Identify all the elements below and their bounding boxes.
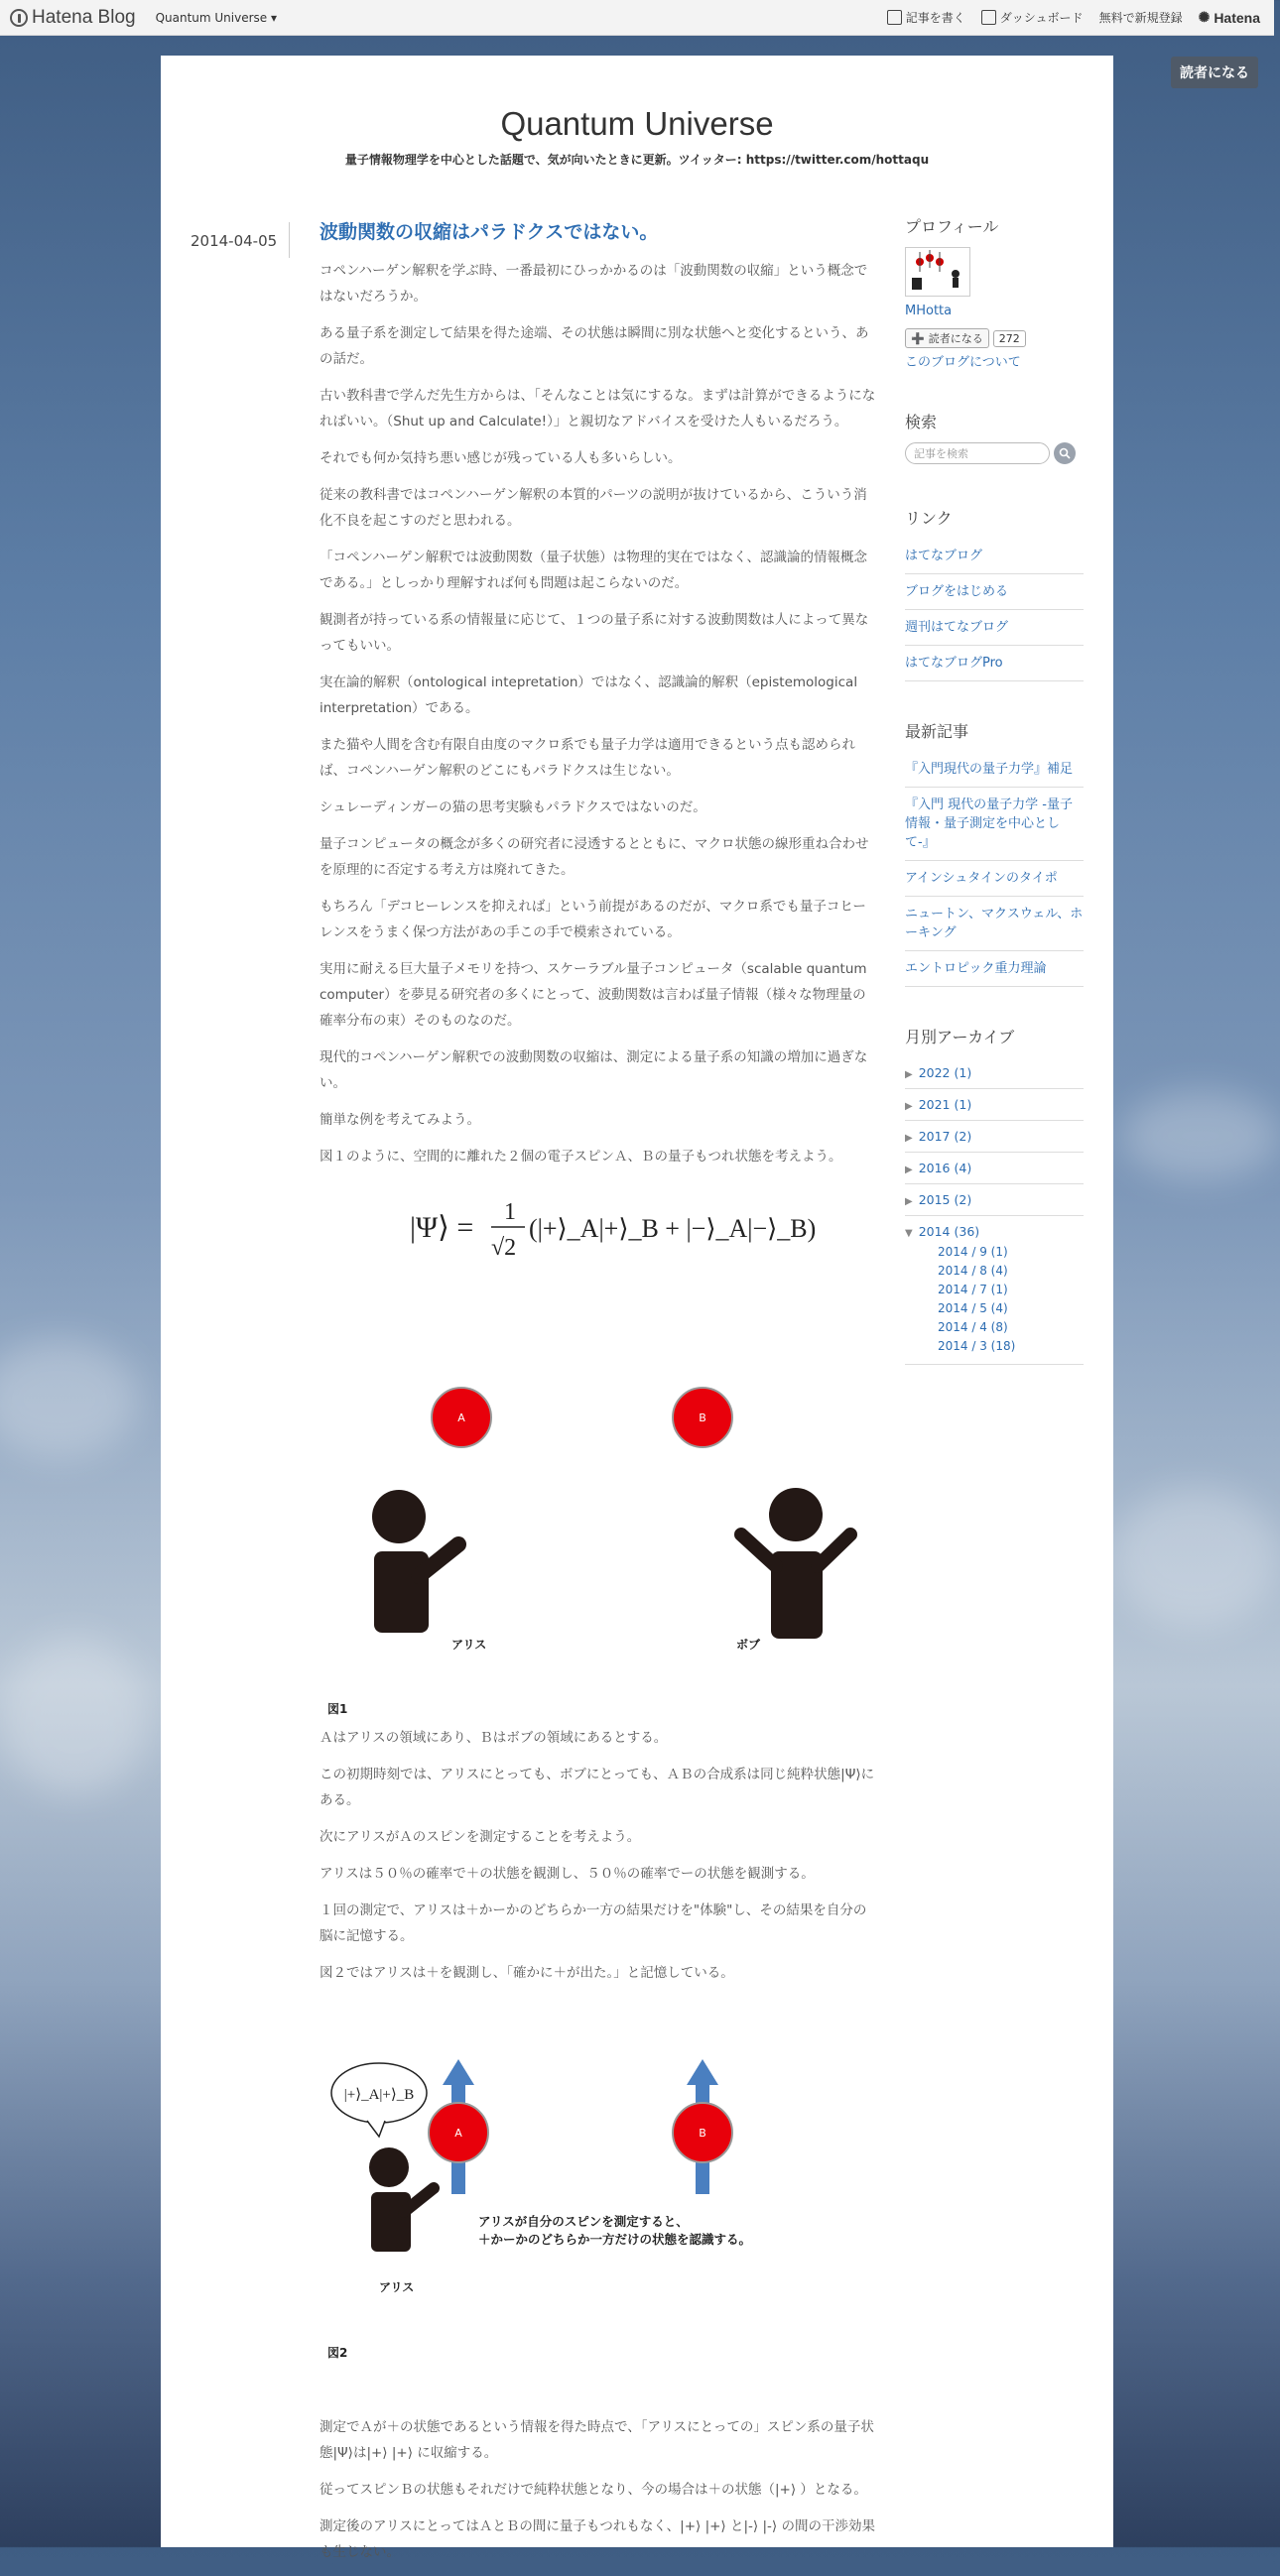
formula-lhs: |Ψ⟩ =: [410, 1211, 474, 1244]
archive-year-item[interactable]: [905, 1089, 1084, 1121]
archive-year-label[interactable]: 2022 (1): [918, 1065, 972, 1080]
archive-year-label[interactable]: 2014 (36): [918, 1224, 980, 1239]
entry-paragraph: 従ってスピンＢの状態もそれだけで純粋状態となり、今の場合は＋の状態（|+⟩ ）となる。: [320, 2482, 867, 2498]
profile-avatar[interactable]: [905, 247, 970, 297]
profile-module: [905, 214, 1084, 372]
archive-title: 月別アーカイブ: [905, 1028, 1015, 1046]
bubble-state: |+⟩_A|+⟩_B: [343, 2087, 415, 2103]
entry-paragraph: 実用に耐える巨大量子メモリを持つ、スケーラブル量子コンピュータ（scalable quantum computer）を夢見る研究者の多くにとって、波動関数は言わば量子情報（様々な物理量の確率分布の束）そのものなのだ。: [320, 961, 867, 1029]
paragraph-group-1: [320, 258, 877, 1169]
search-icon: [1059, 447, 1071, 459]
entry-paragraph: もちろん「デコヒーレンスを抑えれば」という前提があるのだが、マクロ系でも量子コヒーレンスをうまく保つ方法があの手この手で模索されている。: [320, 899, 866, 940]
triangle-right-icon[interactable]: ▶: [905, 1101, 913, 1112]
hatena-sun-icon: ✺: [1198, 9, 1211, 25]
sidebar: [905, 214, 1084, 1401]
triangle-right-icon[interactable]: ▶: [905, 1133, 913, 1144]
hatena-menu[interactable]: ✺ Hatena: [1198, 9, 1260, 26]
archive-month-link[interactable]: 2014 / 7 (1): [938, 1283, 1008, 1296]
formula-numerator: 1: [504, 1199, 516, 1225]
figure-2-note-2: ＋かーかのどちらか一方だけの状態を認識する。: [478, 2232, 752, 2247]
archive-module: [905, 1025, 1084, 1365]
figure-2: [320, 2045, 877, 2462]
archive-year-item[interactable]: [905, 1121, 1084, 1153]
entry-paragraph: 「コペンハーゲン解釈では波動関数（量子状態）は物理的実在ではなく、認識論的情報概念である。」としっかり理解すれば何も問題は起こらないのだ。: [320, 550, 868, 591]
figure-1: [320, 1308, 877, 1715]
archive-month-link[interactable]: 2014 / 8 (4): [938, 1264, 1008, 1278]
figure-2-caption: 図2: [327, 2346, 348, 2360]
entry-paragraph: 観測者が持っている系の情報量に応じて、１つの量子系に対する波動関数は人によって異なってもいい。: [320, 612, 869, 654]
archive-month-link[interactable]: 2014 / 5 (4): [938, 1301, 1008, 1315]
hatena-logo-icon: [10, 9, 28, 27]
recent-entry-link[interactable]: エントロピック重力理論: [905, 951, 1084, 987]
entangled-state-formula: [320, 1189, 877, 1269]
entry-paragraph: シュレーディンガーの猫の思考実験もパラドクスではないのだ。: [320, 799, 706, 815]
spin-a-arrow-head: [443, 2059, 474, 2085]
hatena-blog-logo[interactable]: Hatena Blog: [10, 7, 136, 29]
figure-2-note-1: アリスが自分のスピンを測定すると、: [478, 2214, 689, 2229]
archive-list: [905, 1057, 1084, 1365]
alice-figure: [369, 2147, 434, 2252]
search-button[interactable]: [1054, 442, 1076, 464]
entry-paragraph: 古い教科書で学んだ先生方からは、「そんなことは気にするな。まずは計算ができるようになればいい。（Shut up and Calculate!）」と親切なアドバイスを受けた人もいるだろう。: [320, 388, 876, 429]
archive-year-label[interactable]: 2021 (1): [918, 1097, 972, 1112]
formula-svg: [410, 1189, 817, 1269]
entry-paragraph: 図２ではアリスは＋を観測し、「確かに＋が出た。」と記憶している。: [320, 1965, 734, 1981]
archive-month-link[interactable]: 2014 / 4 (8): [938, 1320, 1008, 1334]
alice-figure: [372, 1490, 458, 1633]
archive-year-label[interactable]: 2017 (2): [918, 1129, 972, 1144]
entry-paragraph: 従来の教科書ではコペンハーゲン解釈の本質的パーツの説明が抜けているから、こういう消化不良を起こすのだと思われる。: [320, 487, 867, 529]
signup-link[interactable]: 無料で新規登録: [1098, 11, 1183, 25]
entry-paragraph: 測定でＡが＋の状態であるという情報を得た時点で、「アリスにとっての」スピン系の量子状態|Ψ⟩は|+⟩ |+⟩ に収縮する。: [320, 2419, 874, 2461]
subscribe-button[interactable]: 読者になる: [1171, 57, 1258, 88]
pencil-icon: [887, 10, 902, 25]
recent-entry-link[interactable]: 『入門 現代の量子力学 -量子情報・量子測定を中心として-』: [905, 788, 1084, 861]
figure-2-svg: [320, 2045, 877, 2442]
hatena-topbar: [0, 0, 1274, 36]
spin-b-label: B: [699, 2127, 706, 2140]
triangle-right-icon[interactable]: ▶: [905, 1069, 913, 1080]
bob-figure: [741, 1488, 850, 1639]
entry-paragraph: アリスは５０％の確率で＋の状態を観測し、５０％の確率でーの状態を観測する。: [320, 1866, 815, 1882]
avatar-image: [906, 248, 969, 296]
sidebar-link-item[interactable]: 週刊はてなブログ: [905, 610, 1084, 646]
blog-menu[interactable]: Quantum Universe ▾: [155, 10, 278, 25]
sidebar-link-item[interactable]: はてなブログPro: [905, 646, 1084, 681]
figure-1-caption: 図1: [327, 1702, 348, 1716]
bob-label: ボブ: [736, 1638, 761, 1652]
triangle-right-icon[interactable]: ▶: [905, 1165, 913, 1175]
sidebar-link-item[interactable]: ブログをはじめる: [905, 574, 1084, 610]
blog-description: 量子情報物理学を中心とした話題で、気が向いたときに更新。ツイッター: https://twitter.com/hottaqu: [344, 153, 930, 167]
links-module: [905, 506, 1084, 681]
sidebar-link-item[interactable]: はてなブログ: [905, 539, 1084, 574]
plus-icon: ➕: [911, 331, 925, 345]
search-input[interactable]: 記事を検索: [905, 442, 1050, 464]
links-title: リンク: [905, 509, 953, 528]
archive-months: [905, 1243, 1084, 1365]
recent-entry-link[interactable]: ニュートン、マクスウェル、ホーキング: [905, 897, 1084, 951]
entry-content: [320, 218, 877, 2576]
about-blog-link[interactable]: このブログについて: [905, 355, 1021, 370]
entry-paragraph: 図１のように、空間的に離れた２個の電子スピンＡ、Ｂの量子もつれ状態を考えよう。: [320, 1149, 842, 1165]
recent-list: [905, 752, 1084, 987]
spin-b-arrow-head: [687, 2059, 718, 2085]
entry-paragraph: それでも何か気持ち悪い感じが残っている人も多いらしい。: [320, 450, 682, 466]
profile-title: プロフィール: [905, 217, 999, 236]
formula-rhs: (|+⟩_A|+⟩_B + |−⟩_A|−⟩_B): [529, 1214, 817, 1243]
entry-date[interactable]: 2014-04-05: [191, 222, 290, 258]
spin-b-label: B: [699, 1411, 706, 1424]
spin-a-label: A: [457, 1411, 465, 1424]
blog-header: [161, 56, 1113, 168]
recent-entry-link[interactable]: アインシュタインのタイポ: [905, 861, 1084, 897]
archive-year-item[interactable]: [905, 1153, 1084, 1184]
entry-paragraph: コペンハーゲン解釈を学ぶ時、一番最初にひっかかるのは「波動関数の収縮」という概念ではないだろうか。: [320, 263, 868, 305]
entry-paragraph: 測定後のアリスにとってはＡとＢの間に量子もつれもなく、|+⟩ |+⟩ と|-⟩ |-⟩ の間の干渉効果も生じない。: [320, 2518, 875, 2560]
figure-1-svg: [320, 1308, 877, 1695]
archive-year-label[interactable]: 2015 (2): [918, 1192, 972, 1207]
entry-paragraph: 簡単な例を考えてみよう。: [320, 1112, 480, 1128]
entry-paragraph: この初期時刻では、アリスにとっても、ボブにとっても、ＡＢの合成系は同じ純粋状態|Ψ⟩にある。: [320, 1767, 875, 1808]
read-button[interactable]: ➕ 読者になる: [905, 328, 989, 348]
recent-entry-link[interactable]: 『入門現代の量子力学』補足: [905, 752, 1084, 788]
spin-a-label: A: [454, 2127, 462, 2140]
triangle-down-icon[interactable]: ▼: [905, 1228, 913, 1239]
alice-label: アリス: [451, 1638, 487, 1652]
archive-month-link[interactable]: 2014 / 3 (18): [938, 1339, 1016, 1353]
links-list: [905, 539, 1084, 681]
blog-container: [161, 56, 1113, 2560]
alice-label: アリス: [379, 2280, 415, 2294]
entry-title[interactable]: 波動関数の収縮はパラドクスではない。: [320, 221, 659, 243]
entry-paragraph: 量子コンピュータの概念が多くの研究者に浸透するとともに、マクロ状態の線形重ね合わせを原理的に否定する考え方は廃れてきた。: [320, 836, 869, 878]
entry-paragraph: また猫や人間を含む有限自由度のマクロ系でも量子力学は適用できるという点も認められば、コペンハーゲン解釈のどこにもパラドクスは生じない。: [320, 737, 855, 779]
search-title: 検索: [905, 413, 938, 431]
archive-year-item[interactable]: [905, 1057, 1084, 1089]
entry-paragraph: １回の測定で、アリスは＋かーかのどちらか一方の結果だけを"体験"し、その結果を自分の脳に記憶する。: [320, 1902, 867, 1944]
archive-year-item[interactable]: [905, 1184, 1084, 1216]
profile-name-link[interactable]: MHotta: [905, 304, 953, 318]
triangle-right-icon[interactable]: ▶: [905, 1196, 913, 1207]
archive-year-label[interactable]: 2016 (4): [918, 1161, 972, 1175]
search-module: [905, 410, 1084, 464]
entry-paragraph: Ａはアリスの領域にあり、Ｂはボブの領域にあるとする。: [320, 1730, 668, 1746]
blog-title[interactable]: Quantum Universe: [500, 105, 774, 142]
dashboard-link[interactable]: ダッシュボード: [981, 9, 1084, 26]
archive-month-link[interactable]: 2014 / 9 (1): [938, 1245, 1008, 1259]
recent-module: [905, 719, 1084, 987]
dashboard-icon: [981, 10, 996, 25]
entry-paragraph: 現代的コペンハーゲン解釈での波動関数の収縮は、測定による量子系の知識の増加に過ぎない。: [320, 1049, 868, 1091]
entry-paragraph: 実在論的解釈（ontological intepretation）ではなく、認識論的解釈（epistemological interpretation）である。: [320, 675, 858, 716]
recent-title: 最新記事: [905, 722, 969, 741]
entry-paragraph: 次にアリスがＡのスピンを測定することを考えよう。: [320, 1829, 641, 1845]
entry-paragraph: ある量子系を測定して結果を得た途端、その状態は瞬間に別な状態へと変化するという、あの話だ。: [320, 325, 869, 367]
paragraph-group-2: [320, 1725, 877, 1986]
reader-count: 272: [993, 330, 1026, 347]
formula-denominator: √2: [491, 1235, 517, 1261]
write-post-link[interactable]: 記事を書く: [887, 9, 965, 26]
